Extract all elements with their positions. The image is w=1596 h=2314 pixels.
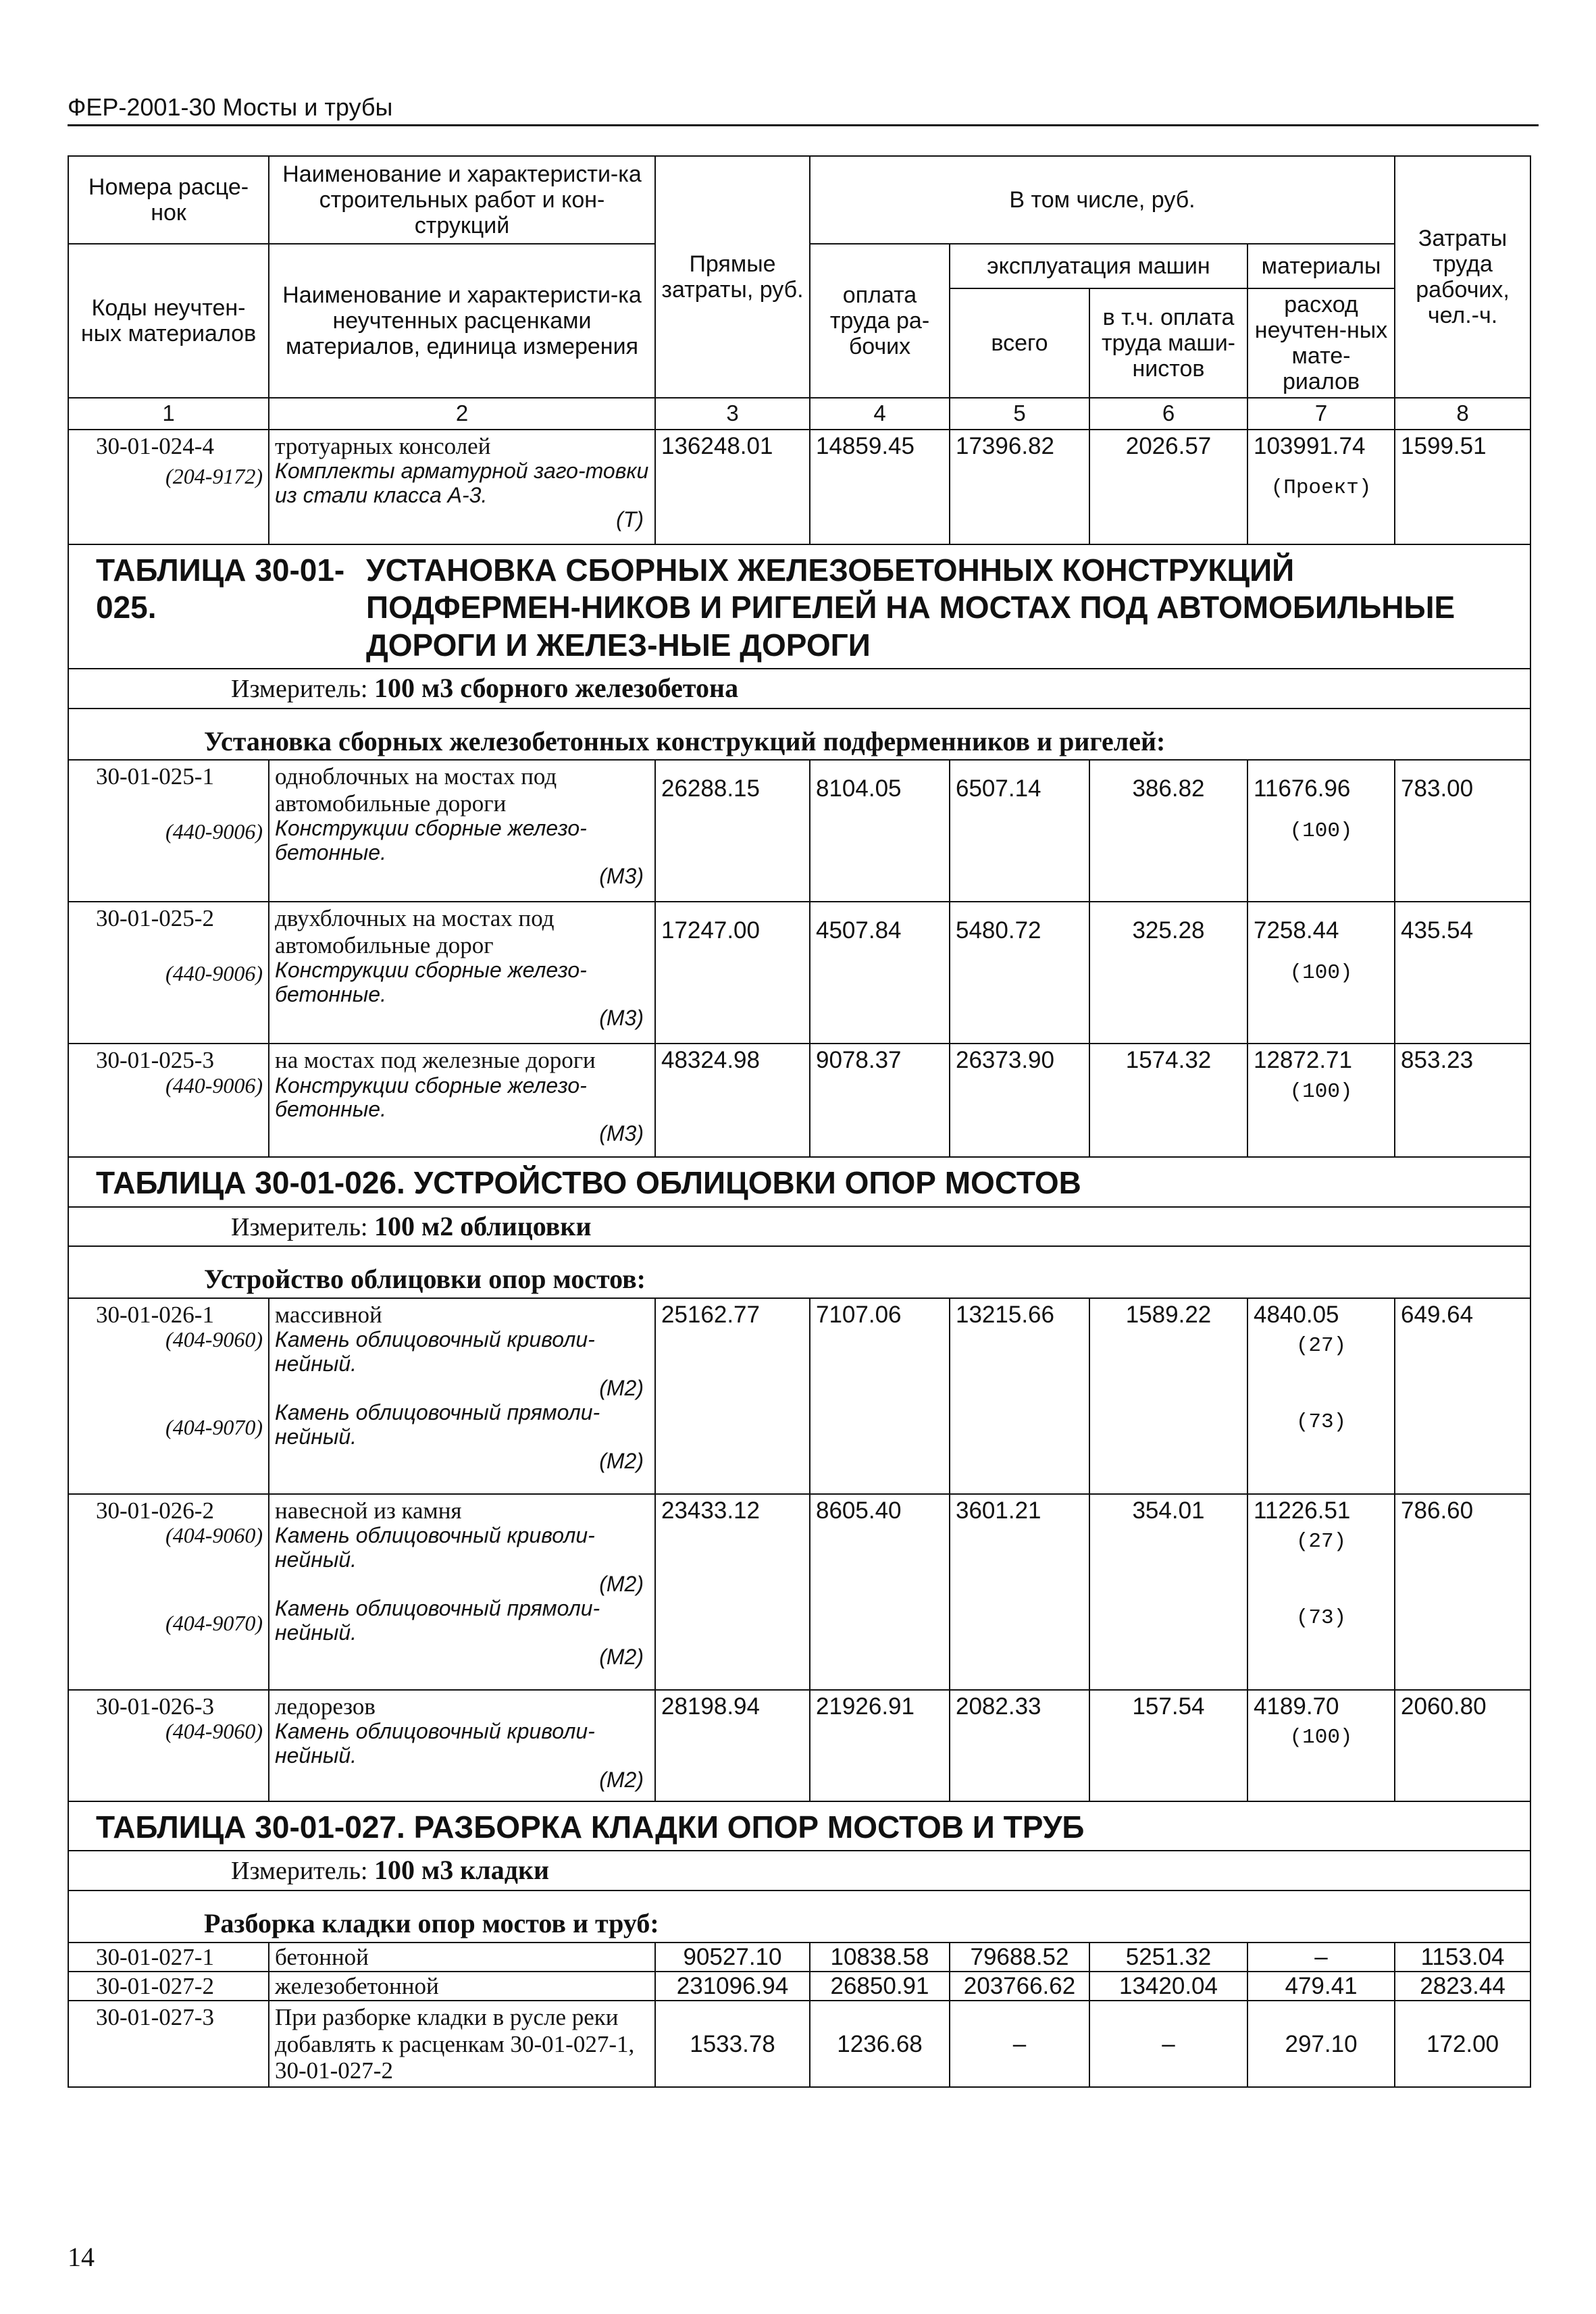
machines-labor: 157.54 xyxy=(1089,1690,1247,1801)
material-code: (404-9070) xyxy=(165,1415,263,1440)
measure-label: Измеритель: xyxy=(231,1857,368,1886)
rate-code: 30-01-027-2 xyxy=(68,1972,269,2001)
direct-costs: 28198.94 xyxy=(655,1690,810,1801)
table-027-subheading: Разборка кладки опор мостов и труб: xyxy=(68,1891,1530,1943)
hdr-including: В том числе, руб. xyxy=(810,156,1395,244)
hdr-machines: эксплуатация машин xyxy=(950,244,1247,288)
material-code: (204-9172) xyxy=(165,464,263,489)
machines-total: 203766.62 xyxy=(950,1972,1089,2001)
material-unit: (М2) xyxy=(599,1644,644,1669)
table-row xyxy=(68,760,1530,902)
table-027-label: ТАБЛИЦА 30-01-027. xyxy=(96,1809,405,1845)
table-row xyxy=(68,1044,1530,1157)
labor-pay: 4507.84 xyxy=(810,902,950,1044)
table-026-measure-row xyxy=(68,1207,1530,1247)
material-name: Комплекты арматурной заго-товки из стали класса А-3. xyxy=(275,459,649,508)
materials-cost: 4840.05 xyxy=(1254,1302,1339,1329)
machines-labor: 354.01 xyxy=(1089,1494,1247,1690)
material-code: (404-9060) xyxy=(165,1719,263,1744)
table-row xyxy=(68,902,1530,1044)
hdr-col1-bottom: Коды неучтен-ных материалов xyxy=(68,244,269,398)
table-026-label: ТАБЛИЦА 30-01-026. xyxy=(96,1165,405,1201)
machines-labor: – xyxy=(1089,2001,1247,2087)
table-row xyxy=(68,1943,1530,1972)
labor-hours: 1153.04 xyxy=(1395,1943,1530,1972)
table-027-subheading-row xyxy=(68,1891,1530,1943)
col-number: 2 xyxy=(269,398,655,430)
measure-value: 100 м3 кладки xyxy=(374,1855,550,1886)
rate-code: 30-01-026-3 xyxy=(96,1693,214,1720)
material-qty: (100) xyxy=(1289,960,1353,985)
material-name: Камень облицовочный прямоли-нейный. xyxy=(275,1399,600,1449)
material-name: Конструкции сборные железо-бетонные. xyxy=(275,957,587,1006)
material-unit: (М2) xyxy=(599,1768,644,1793)
direct-costs: 17247.00 xyxy=(655,902,810,1044)
hdr-mach-total: всего xyxy=(950,288,1089,398)
material-unit: (Т) xyxy=(616,507,644,532)
hdr-col2-bottom: Наименование и характеристи-ка неучтенных расценками материалов, единица измерения xyxy=(269,244,655,398)
material-code: (440-9006) xyxy=(165,1073,263,1098)
materials-cost: 7258.44 xyxy=(1254,917,1339,944)
direct-costs: 136248.01 xyxy=(655,430,810,544)
work-name: навесной из камня xyxy=(275,1497,462,1524)
labor-pay: 14859.45 xyxy=(810,430,950,544)
rate-code: 30-01-025-2 xyxy=(96,905,214,932)
table-025-title-row xyxy=(68,544,1530,669)
machines-total: – xyxy=(950,2001,1089,2087)
hdr-mat-qty: расход неучтен-ных мате-риалов xyxy=(1247,288,1395,398)
column-numbers-row xyxy=(68,398,1530,430)
material-code: (404-9070) xyxy=(165,1611,263,1636)
machines-labor: 2026.57 xyxy=(1089,430,1247,544)
rates-table xyxy=(68,155,1531,2088)
rate-code: 30-01-027-3 xyxy=(68,2001,269,2087)
machines-total: 13215.66 xyxy=(950,1298,1089,1494)
work-name: железобетонной xyxy=(269,1972,655,2001)
machines-total: 6507.14 xyxy=(950,760,1089,902)
direct-costs: 231096.94 xyxy=(655,1972,810,2001)
table-025-label: ТАБЛИЦА 30-01-025. xyxy=(96,552,345,625)
labor-hours: 1599.51 xyxy=(1395,430,1530,544)
labor-pay: 21926.91 xyxy=(810,1690,950,1801)
table-row xyxy=(68,1972,1530,2001)
machines-total: 79688.52 xyxy=(950,1943,1089,1972)
material-unit: (М2) xyxy=(599,1448,644,1473)
measure-label: Измеритель: xyxy=(231,674,368,703)
materials-cost: 11226.51 xyxy=(1254,1497,1351,1524)
material-unit: (М3) xyxy=(599,1006,644,1031)
materials-cost: 4189.70 xyxy=(1254,1693,1339,1720)
material-unit: (М3) xyxy=(599,864,644,889)
direct-costs: 25162.77 xyxy=(655,1298,810,1494)
direct-costs: 90527.10 xyxy=(655,1943,810,1972)
machines-total: 3601.21 xyxy=(950,1494,1089,1690)
labor-hours: 435.54 xyxy=(1395,902,1530,1044)
hdr-direct-costs: Прямые затраты, руб. xyxy=(655,156,810,398)
table-027-measure-row xyxy=(68,1851,1530,1891)
direct-costs: 1533.78 xyxy=(655,2001,810,2087)
materials-cost: 479.41 xyxy=(1247,1972,1395,2001)
materials-cost: 297.10 xyxy=(1247,2001,1395,2087)
machines-total: 2082.33 xyxy=(950,1690,1089,1801)
measure-label: Измеритель: xyxy=(231,1212,368,1241)
rate-code: 30-01-026-2 xyxy=(96,1497,214,1524)
labor-pay: 1236.68 xyxy=(810,2001,950,2087)
material-code: (404-9060) xyxy=(165,1523,263,1548)
table-025-title: УСТАНОВКА СБОРНЫХ ЖЕЛЕЗОБЕТОННЫХ КОНСТРУКЦИЙ ПОДФЕРМЕН-НИКОВ И РИГЕЛЕЙ НА МОСТАХ ПОД АВТОМОБИЛЬНЫЕ ДОРОГИ И ЖЕЛЕЗ-НЫЕ ДОРОГИ xyxy=(366,552,1456,663)
labor-pay: 8605.40 xyxy=(810,1494,950,1690)
machines-labor: 386.82 xyxy=(1089,760,1247,902)
page-number: 14 xyxy=(68,2242,95,2272)
material-name: Конструкции сборные железо-бетонные. xyxy=(275,1073,587,1122)
material-name: Камень облицовочный прямоли-нейный. xyxy=(275,1595,600,1645)
materials-cost: – xyxy=(1247,1943,1395,1972)
direct-costs: 48324.98 xyxy=(655,1044,810,1157)
work-name: При разборке кладки в русле реки добавлять к расценкам 30-01-027-1, 30-01-027-2 xyxy=(269,2001,655,2087)
labor-pay: 7107.06 xyxy=(810,1298,950,1494)
machines-labor: 5251.32 xyxy=(1089,1943,1247,1972)
page-header: ФЕР-2001-30 Мосты и трубы xyxy=(68,93,393,121)
col-number: 3 xyxy=(655,398,810,430)
material-code: (440-9006) xyxy=(165,819,263,844)
machines-labor: 1574.32 xyxy=(1089,1044,1247,1157)
material-unit: (М2) xyxy=(599,1572,644,1597)
table-025-subheading: Установка сборных железобетонных конструкций подферменников и ригелей: xyxy=(68,709,1530,761)
table-026-subheading: Устройство облицовки опор мостов: xyxy=(68,1246,1530,1298)
table-026-title: УСТРОЙСТВО ОБЛИЦОВКИ ОПОР МОСТОВ xyxy=(413,1165,1081,1201)
hdr-labor-pay: оплата труда ра-бочих xyxy=(810,244,950,398)
material-code: (404-9060) xyxy=(165,1327,263,1352)
machines-total: 17396.82 xyxy=(950,430,1089,544)
material-qty: (100) xyxy=(1289,819,1353,843)
machines-total: 26373.90 xyxy=(950,1044,1089,1157)
table-025-measure-row xyxy=(68,669,1530,709)
col-number: 1 xyxy=(68,398,269,430)
work-name: массивной xyxy=(275,1302,382,1329)
material-qty: (100) xyxy=(1289,1726,1353,1750)
table-027-title: РАЗБОРКА КЛАДКИ ОПОР МОСТОВ И ТРУБ xyxy=(413,1809,1085,1845)
machines-labor: 325.28 xyxy=(1089,902,1247,1044)
work-name: одноблочных на мостах под автомобильные дороги xyxy=(275,763,557,817)
material-qty: (27) xyxy=(1295,1334,1347,1358)
hdr-col1-top: Номера расце-нок xyxy=(68,156,269,244)
materials-cost: 103991.74 xyxy=(1254,433,1366,460)
labor-pay: 9078.37 xyxy=(810,1044,950,1157)
material-unit: (М3) xyxy=(599,1121,644,1146)
hdr-col2-top: Наименование и характеристи-ка строительных работ и кон-струкций xyxy=(269,156,655,244)
table-row xyxy=(68,2001,1530,2087)
work-name: на мостах под железные дороги xyxy=(275,1047,596,1074)
labor-pay: 10838.58 xyxy=(810,1943,950,1972)
work-name: тротуарных консолей xyxy=(275,433,491,460)
materials-cost: 11676.96 xyxy=(1254,775,1351,802)
labor-hours: 853.23 xyxy=(1395,1044,1530,1157)
material-qty: (27) xyxy=(1295,1530,1347,1554)
rate-code: 30-01-025-1 xyxy=(96,763,214,790)
material-unit: (М2) xyxy=(599,1376,644,1401)
table-027-title-row xyxy=(68,1801,1530,1851)
rate-code: 30-01-024-4 xyxy=(96,433,214,460)
work-name: двухблочных на мостах под автомобильные дорог xyxy=(275,905,555,958)
hdr-materials: материалы xyxy=(1247,244,1395,288)
labor-hours: 2823.44 xyxy=(1395,1972,1530,2001)
table-row xyxy=(68,430,1530,544)
hdr-labor-hours: Затраты труда рабочих, чел.-ч. xyxy=(1395,156,1530,398)
work-name: бетонной xyxy=(269,1943,655,1972)
rate-code: 30-01-027-1 xyxy=(68,1943,269,1972)
table-026-title-row xyxy=(68,1157,1530,1206)
rate-code: 30-01-026-1 xyxy=(96,1302,214,1329)
table-026-subheading-row xyxy=(68,1246,1530,1298)
labor-pay: 26850.91 xyxy=(810,1972,950,2001)
material-name: Камень облицовочный криволи-нейный. xyxy=(275,1327,595,1377)
col-number: 4 xyxy=(810,398,950,430)
col-number: 8 xyxy=(1395,398,1530,430)
measure-value: 100 м2 облицовки xyxy=(374,1210,592,1241)
machines-labor: 13420.04 xyxy=(1089,1972,1247,2001)
labor-hours: 786.60 xyxy=(1395,1494,1530,1690)
material-qty: (73) xyxy=(1295,1606,1347,1630)
material-name: Камень облицовочный криволи-нейный. xyxy=(275,1523,595,1572)
col-number: 5 xyxy=(950,398,1089,430)
work-name: ледорезов xyxy=(275,1693,376,1720)
labor-hours: 2060.80 xyxy=(1395,1690,1530,1801)
material-qty: (100) xyxy=(1289,1079,1353,1104)
material-name: Конструкции сборные железо-бетонные. xyxy=(275,815,587,865)
machines-labor: 1589.22 xyxy=(1089,1298,1247,1494)
material-qty: (Проект) xyxy=(1270,476,1372,500)
table-025-subheading-row xyxy=(68,709,1530,761)
material-code: (440-9006) xyxy=(165,960,263,985)
machines-total: 5480.72 xyxy=(950,902,1089,1044)
direct-costs: 23433.12 xyxy=(655,1494,810,1690)
hdr-mach-labor: в т.ч. оплата труда маши-нистов xyxy=(1089,288,1247,398)
col-number: 6 xyxy=(1089,398,1247,430)
labor-pay: 8104.05 xyxy=(810,760,950,902)
labor-hours: 649.64 xyxy=(1395,1298,1530,1494)
table-row xyxy=(68,1690,1530,1801)
direct-costs: 26288.15 xyxy=(655,760,810,902)
measure-value: 100 м3 сборного железобетона xyxy=(374,672,739,703)
materials-cost: 12872.71 xyxy=(1254,1047,1352,1074)
material-qty: (73) xyxy=(1295,1410,1347,1435)
header-row-1 xyxy=(68,156,1530,244)
table-row xyxy=(68,1494,1530,1690)
labor-hours: 783.00 xyxy=(1395,760,1530,902)
material-name: Камень облицовочный криволи-нейный. xyxy=(275,1719,595,1768)
labor-hours: 172.00 xyxy=(1395,2001,1530,2087)
table-row xyxy=(68,1298,1530,1494)
rate-code: 30-01-025-3 xyxy=(96,1047,214,1074)
col-number: 7 xyxy=(1247,398,1395,430)
header-rule xyxy=(68,124,1539,126)
